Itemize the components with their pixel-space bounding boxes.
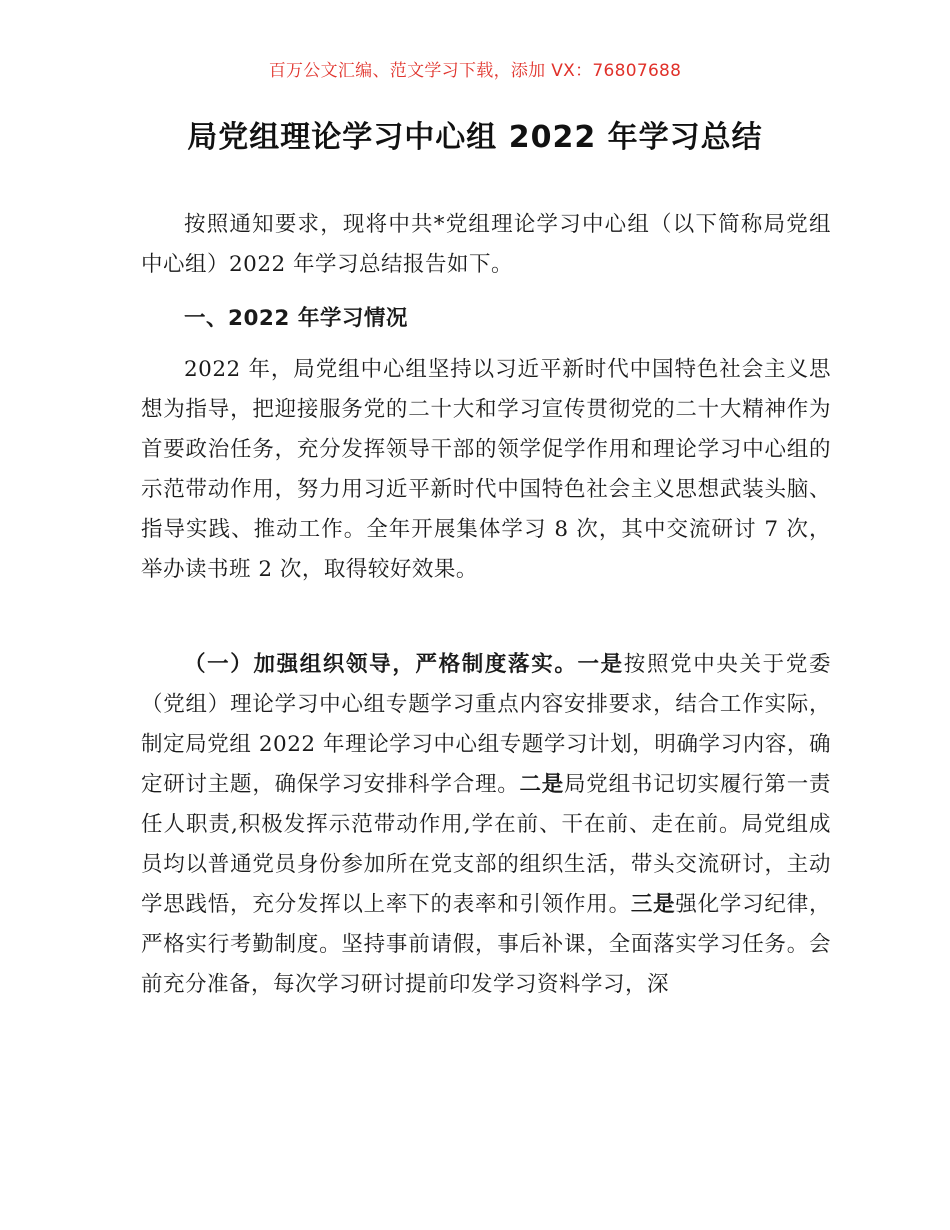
section-1 <box>141 299 831 339</box>
subsection-1 <box>141 645 831 1005</box>
text-2: 局党组书记切实履行第一责任人职责,积极发挥示范带动作用,学在前、干在前、走在前。局党组成员均以普通党员身份参加所在党支部的组织生活，带头交流研讨，主动学思践悟，充分发挥以上率下的表率和引领作用。 <box>141 772 831 917</box>
lead-1: 一是 <box>577 652 624 677</box>
section-1-body <box>141 350 831 590</box>
intro-text: 按照通知要求，现将中共*党组理论学习中心组（以下简称局党组中心组）2022 年学习总结报告如下。 <box>141 212 831 277</box>
subsection-1-paragraph <box>141 645 831 1005</box>
lead-3: 三是 <box>630 892 676 917</box>
section-1-paragraph: 2022 年，局党组中心组坚持以习近平新时代中国特色社会主义思想为指导，把迎接服务党的二十大和学习宣传贯彻党的二十大精神作为首要政治任务，充分发挥领导干部的领学促学作用和理论学习中心组的示范带动作用，努力用习近平新时代中国特色社会主义思想武装头脑、指导实践、推动工作。全年开展集体学习 8 次，其中交流研讨 7 次，举办读书班 2 次，取得较好效果。 <box>141 357 831 582</box>
document-title: 局党组理论学习中心组 2022 年学习总结 <box>187 120 763 155</box>
text-1: 按照党中央关于党委（党组）理论学习中心组专题学习重点内容安排要求，结合工作实际，制定局党组 2022 年理论学习中心组专题学习计划，明确学习内容，确定研讨主题，确保学习安排科学合理。 <box>141 652 831 797</box>
text-3: 强化学习纪律，严格实行考勤制度。坚持事前请假，事后补课，全面落实学习任务。会前充分准备，每次学习研讨提前印发学习资料学习，深 <box>141 892 831 997</box>
subsection-1-heading: （一）加强组织领导，严格制度落实。 <box>184 652 578 677</box>
section-1-heading: 一、2022 年学习情况 <box>184 306 408 331</box>
lead-2: 二是 <box>519 772 565 797</box>
watermark-banner: 百万公文汇编、范文学习下载，添加 VX：76807688 <box>268 61 682 81</box>
intro-paragraph <box>141 205 831 285</box>
